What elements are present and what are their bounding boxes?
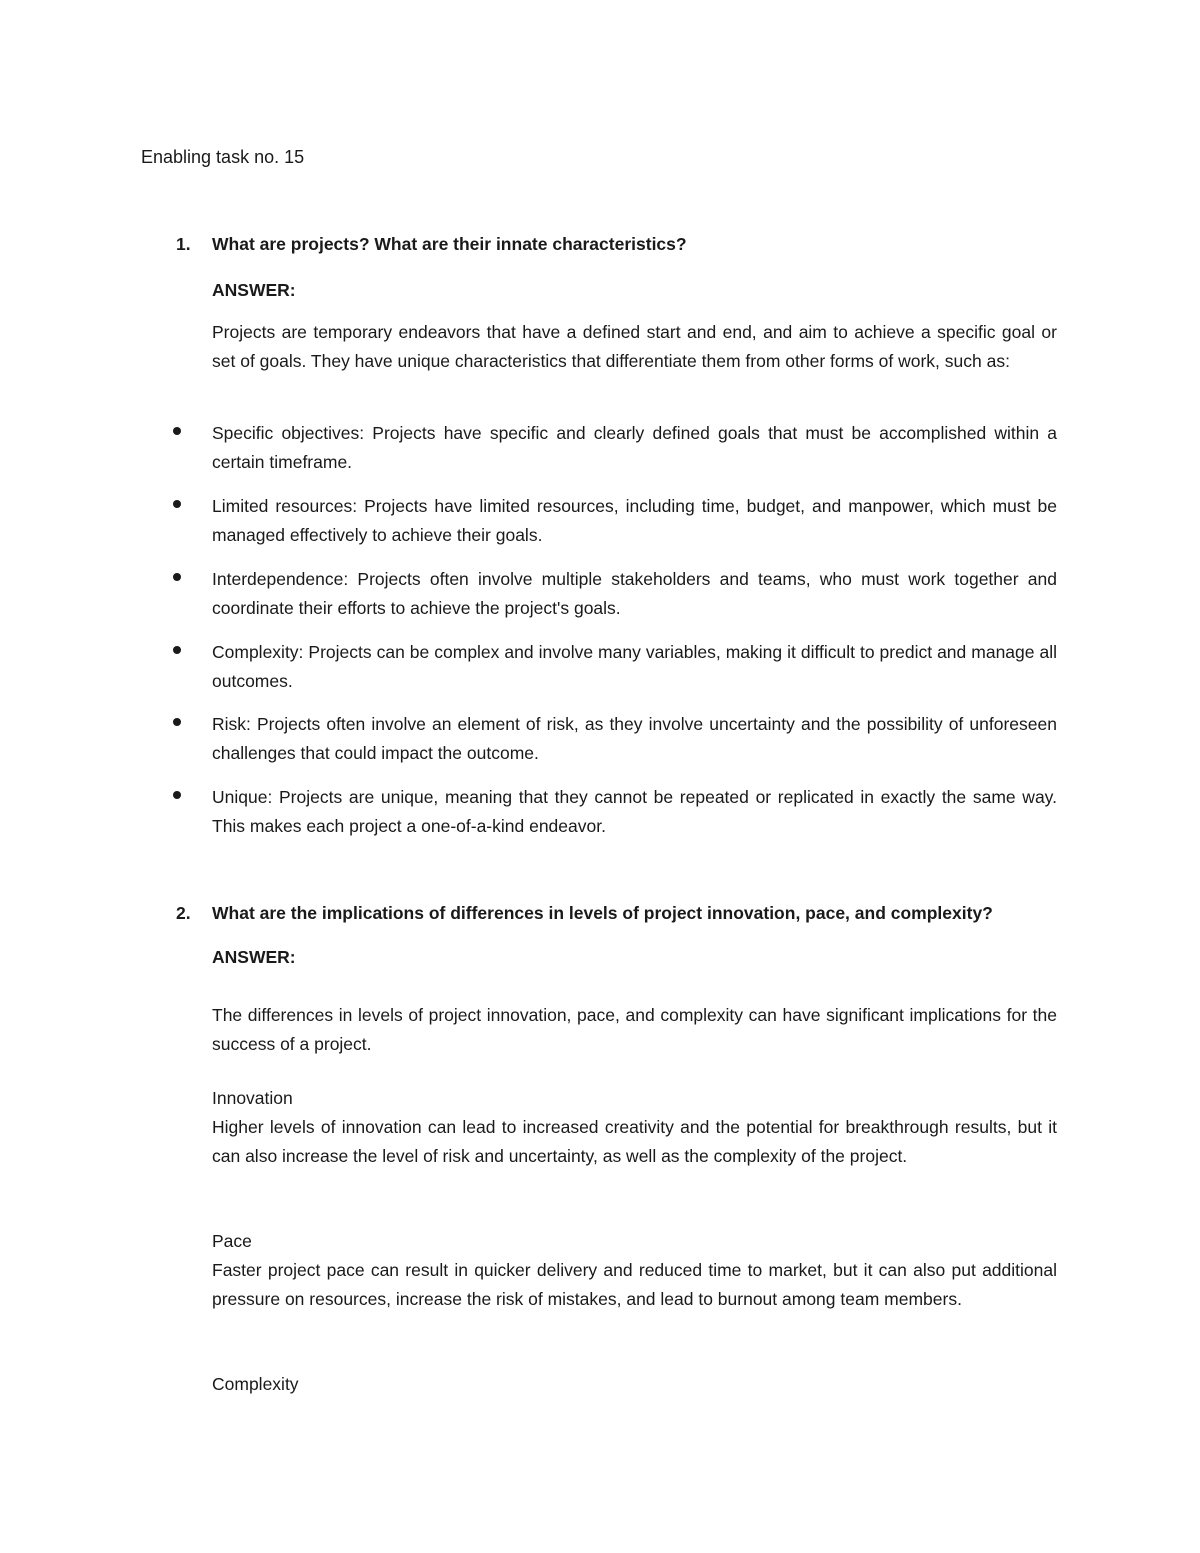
bullet-icon bbox=[173, 646, 181, 654]
question-number: 2. bbox=[176, 903, 191, 923]
section-heading-pace: Pace bbox=[212, 1231, 252, 1251]
bullet-icon bbox=[173, 718, 181, 726]
bullet-icon bbox=[173, 500, 181, 508]
question-number: 1. bbox=[176, 234, 191, 254]
answer-paragraph: The differences in levels of project innovation, pace, and complexity can have significant implications for the success of a project. bbox=[212, 1005, 1057, 1054]
bullet-icon bbox=[173, 573, 181, 581]
answer-label: ANSWER: bbox=[212, 280, 296, 300]
list-item-text: Unique: Projects are unique, meaning that they cannot be repeated or replicated in exactly the same way. This makes each project a one-of-a-kind endeavor. bbox=[212, 787, 1057, 836]
section-body-pace: Faster project pace can result in quicker delivery and reduced time to market, but it can also put additional pressure on resources, increase the risk of mistakes, and lead to burnout among team members. bbox=[212, 1260, 1057, 1309]
list-item-text: Specific objectives: Projects have specific and clearly defined goals that must be accomplished within a certain timeframe. bbox=[212, 423, 1057, 472]
bullet-icon bbox=[173, 427, 181, 435]
section-heading-complexity: Complexity bbox=[212, 1374, 299, 1394]
answer-paragraph: Projects are temporary endeavors that have a defined start and end, and aim to achieve a specific goal or set of goals. They have unique characteristics that differentiate them from other forms of work, such as: bbox=[212, 322, 1057, 371]
list-item-text: Limited resources: Projects have limited resources, including time, budget, and manpower, which must be managed effectively to achieve their goals. bbox=[212, 496, 1057, 545]
document-title: Enabling task no. 15 bbox=[141, 147, 305, 167]
section-heading-innovation: Innovation bbox=[212, 1088, 293, 1108]
section-body-innovation: Higher levels of innovation can lead to increased creativity and the potential for breakthrough results, but it can also increase the level of risk and uncertainty, as well as the complexity of the project. bbox=[212, 1117, 1057, 1166]
list-item-text: Risk: Projects often involve an element of risk, as they involve uncertainty and the possibility of unforeseen challenges that could impact the outcome. bbox=[212, 714, 1057, 763]
question-text: What are the implications of differences in levels of project innovation, pace, and complexity? bbox=[212, 903, 993, 923]
answer-label: ANSWER: bbox=[212, 947, 296, 967]
list-item-text: Interdependence: Projects often involve multiple stakeholders and teams, who must work together and coordinate their efforts to achieve the project's goals. bbox=[212, 569, 1057, 618]
bullet-icon bbox=[173, 791, 181, 799]
list-item-text: Complexity: Projects can be complex and involve many variables, making it difficult to predict and manage all outcomes. bbox=[212, 642, 1057, 691]
question-text: What are projects? What are their innate characteristics? bbox=[212, 234, 687, 254]
